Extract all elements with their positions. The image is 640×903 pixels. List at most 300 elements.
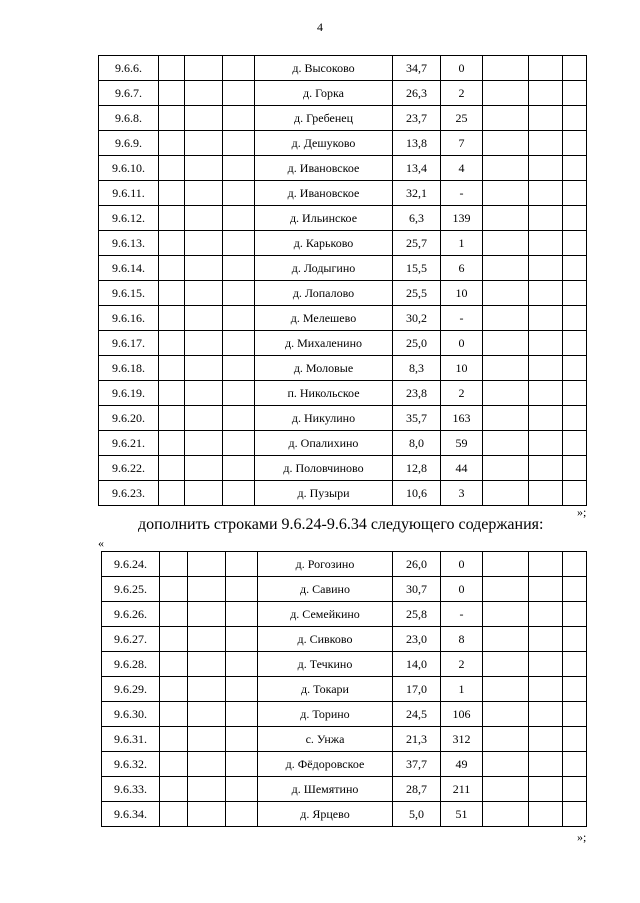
table-row	[99, 431, 587, 456]
empty-cell	[160, 627, 188, 652]
empty-cell	[563, 256, 587, 281]
empty-cell	[483, 552, 529, 577]
settlement-name-cell: д. Торино	[258, 702, 393, 727]
empty-cell	[529, 231, 563, 256]
empty-cell	[226, 727, 258, 752]
settlement-name-cell: д. Фёдоровское	[258, 752, 393, 777]
settlement-name-cell: д. Никулино	[255, 406, 393, 431]
table-row	[99, 256, 587, 281]
empty-cell	[159, 331, 185, 356]
empty-cell	[226, 552, 258, 577]
settlement-name-cell: д. Михаленино	[255, 331, 393, 356]
table-row	[99, 331, 587, 356]
table-row	[102, 777, 587, 802]
settlement-name-cell: д. Дешуково	[255, 131, 393, 156]
page-number: 4	[317, 20, 323, 34]
table-row	[102, 702, 587, 727]
settlement-name-cell: д. Рогозино	[258, 552, 393, 577]
empty-cell	[159, 81, 185, 106]
population-cell: 1	[441, 677, 483, 702]
empty-cell	[160, 727, 188, 752]
settlements-table-2	[101, 551, 587, 827]
empty-cell	[160, 802, 188, 827]
settlement-name-cell: д. Ильинское	[255, 206, 393, 231]
settlement-name-cell: д. Пузыри	[255, 481, 393, 506]
empty-cell	[483, 752, 529, 777]
empty-cell	[483, 206, 529, 231]
population-cell: 2	[441, 652, 483, 677]
row-number-cell: 9.6.30.	[102, 702, 160, 727]
empty-cell	[188, 752, 226, 777]
population-cell: 51	[441, 802, 483, 827]
population-cell: 211	[441, 777, 483, 802]
empty-cell	[483, 777, 529, 802]
population-cell: 6	[441, 256, 483, 281]
row-number-cell: 9.6.31.	[102, 727, 160, 752]
empty-cell	[529, 752, 563, 777]
empty-cell	[563, 206, 587, 231]
empty-cell	[160, 652, 188, 677]
distance-cell: 25,5	[393, 281, 441, 306]
empty-cell	[529, 206, 563, 231]
empty-cell	[563, 81, 587, 106]
empty-cell	[483, 306, 529, 331]
empty-cell	[226, 627, 258, 652]
population-cell: 1	[441, 231, 483, 256]
population-cell: 2	[441, 381, 483, 406]
population-cell: 312	[441, 727, 483, 752]
empty-cell	[563, 156, 587, 181]
empty-cell	[188, 802, 226, 827]
empty-cell	[529, 802, 563, 827]
distance-cell: 13,8	[393, 131, 441, 156]
row-number-cell: 9.6.24.	[102, 552, 160, 577]
distance-cell: 23,0	[393, 627, 441, 652]
table-row	[99, 456, 587, 481]
empty-cell	[483, 56, 529, 81]
empty-cell	[483, 281, 529, 306]
distance-cell: 25,8	[393, 602, 441, 627]
empty-cell	[529, 777, 563, 802]
empty-cell	[563, 577, 587, 602]
distance-cell: 26,0	[393, 552, 441, 577]
table-row	[102, 727, 587, 752]
empty-cell	[529, 106, 563, 131]
population-cell: 139	[441, 206, 483, 231]
empty-cell	[185, 331, 223, 356]
settlement-name-cell: д. Высоково	[255, 56, 393, 81]
empty-cell	[529, 281, 563, 306]
distance-cell: 14,0	[393, 652, 441, 677]
settlement-name-cell: д. Токари	[258, 677, 393, 702]
empty-cell	[159, 131, 185, 156]
distance-cell: 32,1	[393, 181, 441, 206]
table-row	[102, 577, 587, 602]
empty-cell	[223, 281, 255, 306]
empty-cell	[159, 306, 185, 331]
empty-cell	[185, 481, 223, 506]
population-cell: 4	[441, 156, 483, 181]
distance-cell: 23,8	[393, 381, 441, 406]
empty-cell	[160, 702, 188, 727]
empty-cell	[563, 306, 587, 331]
empty-cell	[223, 231, 255, 256]
empty-cell	[185, 181, 223, 206]
row-number-cell: 9.6.34.	[102, 802, 160, 827]
row-number-cell: 9.6.7.	[99, 81, 159, 106]
table-row	[99, 231, 587, 256]
empty-cell	[563, 481, 587, 506]
empty-cell	[529, 131, 563, 156]
population-cell: 10	[441, 281, 483, 306]
empty-cell	[529, 652, 563, 677]
empty-cell	[188, 577, 226, 602]
empty-cell	[529, 552, 563, 577]
empty-cell	[563, 627, 587, 652]
empty-cell	[185, 431, 223, 456]
empty-cell	[159, 56, 185, 81]
distance-cell: 34,7	[393, 56, 441, 81]
empty-cell	[223, 481, 255, 506]
empty-cell	[185, 106, 223, 131]
empty-cell	[223, 81, 255, 106]
empty-cell	[160, 602, 188, 627]
row-number-cell: 9.6.9.	[99, 131, 159, 156]
distance-cell: 15,5	[393, 256, 441, 281]
empty-cell	[563, 602, 587, 627]
table-row	[102, 677, 587, 702]
row-number-cell: 9.6.27.	[102, 627, 160, 652]
empty-cell	[185, 281, 223, 306]
empty-cell	[223, 56, 255, 81]
empty-cell	[483, 106, 529, 131]
row-number-cell: 9.6.14.	[99, 256, 159, 281]
settlement-name-cell: д. Карьково	[255, 231, 393, 256]
empty-cell	[483, 81, 529, 106]
empty-cell	[223, 381, 255, 406]
empty-cell	[223, 356, 255, 381]
settlement-name-cell: д. Лопалово	[255, 281, 393, 306]
empty-cell	[483, 627, 529, 652]
empty-cell	[185, 81, 223, 106]
empty-cell	[563, 802, 587, 827]
empty-cell	[185, 456, 223, 481]
settlement-name-cell: д. Савино	[258, 577, 393, 602]
table-row	[99, 106, 587, 131]
table-row	[99, 56, 587, 81]
empty-cell	[159, 281, 185, 306]
empty-cell	[483, 702, 529, 727]
settlement-name-cell: д. Ярцево	[258, 802, 393, 827]
population-cell: 2	[441, 81, 483, 106]
empty-cell	[483, 456, 529, 481]
distance-cell: 28,7	[393, 777, 441, 802]
empty-cell	[226, 677, 258, 702]
empty-cell	[563, 677, 587, 702]
settlement-name-cell: д. Лодыгино	[255, 256, 393, 281]
empty-cell	[529, 256, 563, 281]
row-number-cell: 9.6.33.	[102, 777, 160, 802]
empty-cell	[529, 56, 563, 81]
empty-cell	[160, 577, 188, 602]
empty-cell	[563, 181, 587, 206]
empty-cell	[529, 602, 563, 627]
empty-cell	[185, 231, 223, 256]
row-number-cell: 9.6.20.	[99, 406, 159, 431]
empty-cell	[223, 106, 255, 131]
row-number-cell: 9.6.13.	[99, 231, 159, 256]
table-row	[102, 752, 587, 777]
empty-cell	[188, 677, 226, 702]
population-cell: 3	[441, 481, 483, 506]
row-number-cell: 9.6.8.	[99, 106, 159, 131]
empty-cell	[226, 577, 258, 602]
table-row	[99, 356, 587, 381]
population-cell: -	[441, 306, 483, 331]
opening-quote: «	[98, 536, 104, 550]
empty-cell	[563, 356, 587, 381]
row-number-cell: 9.6.6.	[99, 56, 159, 81]
settlement-name-cell: д. Сивково	[258, 627, 393, 652]
empty-cell	[563, 702, 587, 727]
table-row	[99, 281, 587, 306]
table-row	[99, 181, 587, 206]
empty-cell	[563, 406, 587, 431]
empty-cell	[160, 752, 188, 777]
settlement-name-cell: д. Течкино	[258, 652, 393, 677]
empty-cell	[563, 727, 587, 752]
empty-cell	[529, 181, 563, 206]
empty-cell	[483, 356, 529, 381]
empty-cell	[159, 456, 185, 481]
population-cell: 59	[441, 431, 483, 456]
table-row	[102, 552, 587, 577]
population-cell: 0	[441, 331, 483, 356]
population-cell: 10	[441, 356, 483, 381]
empty-cell	[529, 456, 563, 481]
distance-cell: 5,0	[393, 802, 441, 827]
empty-cell	[529, 406, 563, 431]
settlement-name-cell: д. Ивановское	[255, 181, 393, 206]
distance-cell: 23,7	[393, 106, 441, 131]
empty-cell	[185, 206, 223, 231]
distance-cell: 8,0	[393, 431, 441, 456]
empty-cell	[483, 381, 529, 406]
empty-cell	[185, 306, 223, 331]
table-row	[102, 627, 587, 652]
row-number-cell: 9.6.29.	[102, 677, 160, 702]
settlement-name-cell: п. Никольское	[255, 381, 393, 406]
population-cell: 49	[441, 752, 483, 777]
empty-cell	[529, 481, 563, 506]
population-cell: 44	[441, 456, 483, 481]
empty-cell	[483, 602, 529, 627]
empty-cell	[188, 702, 226, 727]
empty-cell	[159, 206, 185, 231]
empty-cell	[223, 206, 255, 231]
row-number-cell: 9.6.15.	[99, 281, 159, 306]
distance-cell: 35,7	[393, 406, 441, 431]
empty-cell	[159, 481, 185, 506]
empty-cell	[483, 727, 529, 752]
settlement-name-cell: д. Половчиново	[255, 456, 393, 481]
distance-cell: 10,6	[393, 481, 441, 506]
empty-cell	[529, 306, 563, 331]
empty-cell	[563, 431, 587, 456]
table-row	[99, 131, 587, 156]
row-number-cell: 9.6.21.	[99, 431, 159, 456]
row-number-cell: 9.6.11.	[99, 181, 159, 206]
empty-cell	[226, 777, 258, 802]
empty-cell	[223, 131, 255, 156]
empty-cell	[185, 356, 223, 381]
empty-cell	[529, 81, 563, 106]
closing-quote-2: »;	[577, 830, 587, 844]
empty-cell	[188, 552, 226, 577]
population-cell: 0	[441, 552, 483, 577]
distance-cell: 30,2	[393, 306, 441, 331]
population-cell: -	[441, 602, 483, 627]
distance-cell: 30,7	[393, 577, 441, 602]
population-cell: 0	[441, 577, 483, 602]
empty-cell	[483, 181, 529, 206]
empty-cell	[226, 752, 258, 777]
settlement-name-cell: д. Гребенец	[255, 106, 393, 131]
distance-cell: 24,5	[393, 702, 441, 727]
distance-cell: 25,7	[393, 231, 441, 256]
settlement-name-cell: д. Мелешево	[255, 306, 393, 331]
row-number-cell: 9.6.28.	[102, 652, 160, 677]
empty-cell	[159, 406, 185, 431]
row-number-cell: 9.6.17.	[99, 331, 159, 356]
settlement-name-cell: д. Ивановское	[255, 156, 393, 181]
empty-cell	[223, 181, 255, 206]
empty-cell	[223, 331, 255, 356]
distance-cell: 21,3	[393, 727, 441, 752]
closing-quote-1: »;	[577, 505, 587, 519]
empty-cell	[563, 231, 587, 256]
empty-cell	[529, 381, 563, 406]
empty-cell	[483, 577, 529, 602]
settlement-name-cell: д. Семейкино	[258, 602, 393, 627]
distance-cell: 17,0	[393, 677, 441, 702]
table-row	[102, 652, 587, 677]
empty-cell	[188, 652, 226, 677]
table-row	[99, 156, 587, 181]
empty-cell	[563, 331, 587, 356]
empty-cell	[223, 156, 255, 181]
empty-cell	[223, 431, 255, 456]
empty-cell	[483, 481, 529, 506]
settlement-name-cell: д. Шемятино	[258, 777, 393, 802]
row-number-cell: 9.6.25.	[102, 577, 160, 602]
empty-cell	[185, 131, 223, 156]
empty-cell	[223, 256, 255, 281]
empty-cell	[159, 181, 185, 206]
settlements-table-1	[98, 55, 587, 506]
row-number-cell: 9.6.23.	[99, 481, 159, 506]
distance-cell: 37,7	[393, 752, 441, 777]
population-cell: 0	[441, 56, 483, 81]
empty-cell	[563, 456, 587, 481]
empty-cell	[563, 281, 587, 306]
empty-cell	[563, 552, 587, 577]
empty-cell	[483, 652, 529, 677]
empty-cell	[223, 406, 255, 431]
empty-cell	[483, 231, 529, 256]
table-row	[99, 81, 587, 106]
table-row	[99, 406, 587, 431]
empty-cell	[160, 677, 188, 702]
empty-cell	[160, 552, 188, 577]
instruction-text: дополнить строками 9.6.24-9.6.34 следующего содержания:	[138, 516, 544, 533]
row-number-cell: 9.6.12.	[99, 206, 159, 231]
row-number-cell: 9.6.18.	[99, 356, 159, 381]
empty-cell	[563, 56, 587, 81]
empty-cell	[185, 381, 223, 406]
empty-cell	[483, 331, 529, 356]
distance-cell: 25,0	[393, 331, 441, 356]
table-row	[102, 602, 587, 627]
settlement-name-cell: д. Моловые	[255, 356, 393, 381]
empty-cell	[563, 752, 587, 777]
empty-cell	[223, 306, 255, 331]
table-row	[99, 206, 587, 231]
empty-cell	[159, 356, 185, 381]
empty-cell	[160, 777, 188, 802]
empty-cell	[529, 331, 563, 356]
empty-cell	[185, 406, 223, 431]
empty-cell	[185, 156, 223, 181]
empty-cell	[159, 381, 185, 406]
empty-cell	[188, 627, 226, 652]
table-row	[99, 306, 587, 331]
empty-cell	[483, 802, 529, 827]
distance-cell: 8,3	[393, 356, 441, 381]
empty-cell	[563, 652, 587, 677]
table-row	[102, 802, 587, 827]
empty-cell	[529, 156, 563, 181]
empty-cell	[159, 256, 185, 281]
empty-cell	[529, 702, 563, 727]
empty-cell	[529, 677, 563, 702]
empty-cell	[185, 56, 223, 81]
empty-cell	[529, 431, 563, 456]
empty-cell	[483, 406, 529, 431]
empty-cell	[563, 106, 587, 131]
table-row	[99, 481, 587, 506]
empty-cell	[188, 777, 226, 802]
row-number-cell: 9.6.22.	[99, 456, 159, 481]
distance-cell: 6,3	[393, 206, 441, 231]
row-number-cell: 9.6.19.	[99, 381, 159, 406]
empty-cell	[226, 602, 258, 627]
empty-cell	[529, 577, 563, 602]
empty-cell	[226, 702, 258, 727]
empty-cell	[529, 356, 563, 381]
empty-cell	[563, 131, 587, 156]
settlement-name-cell: д. Горка	[255, 81, 393, 106]
empty-cell	[159, 431, 185, 456]
empty-cell	[185, 256, 223, 281]
empty-cell	[483, 677, 529, 702]
empty-cell	[226, 802, 258, 827]
settlement-name-cell: д. Опалихино	[255, 431, 393, 456]
empty-cell	[529, 627, 563, 652]
empty-cell	[483, 256, 529, 281]
empty-cell	[223, 456, 255, 481]
distance-cell: 13,4	[393, 156, 441, 181]
